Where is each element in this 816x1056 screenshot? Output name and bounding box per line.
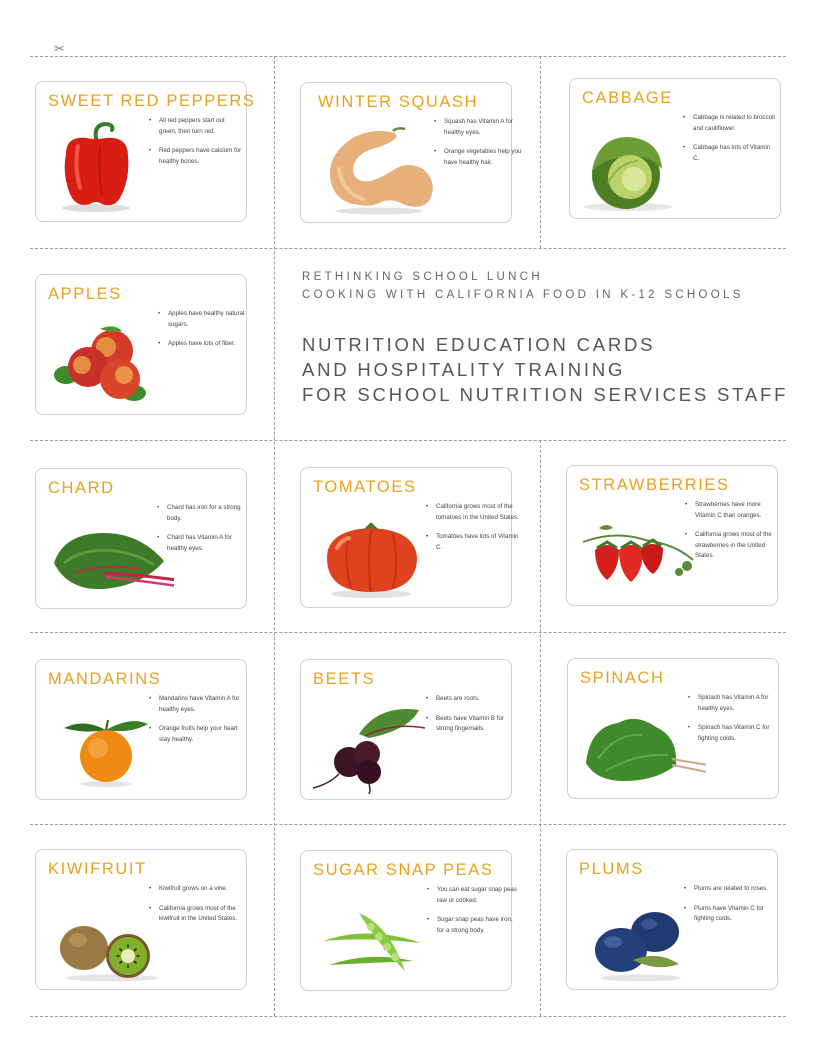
- card-title: STRAWBERRIES: [579, 476, 730, 494]
- fact-item: • Spinach has Vitamin C for fighting colds.: [694, 723, 782, 744]
- fact-item: • Apples have healthy natural sugars.: [164, 309, 252, 330]
- card-title: SPINACH: [580, 669, 665, 687]
- plums-image: [575, 884, 705, 984]
- card-title: KIWIFRUIT: [48, 860, 147, 878]
- cut-line: [30, 248, 786, 249]
- fact-item: • Beets have Vitamin B for strong fingernails.: [432, 714, 520, 735]
- beets-image: [309, 694, 439, 794]
- card-spinach: [567, 658, 779, 799]
- card-sweet-red-peppers: [35, 81, 256, 222]
- fact-item: • California grows most of the kiwifruit in the United States.: [155, 904, 243, 925]
- card-tomatoes: [300, 467, 519, 608]
- card-kiwifruit: [35, 849, 247, 990]
- card-title: SUGAR SNAP PEAS: [313, 861, 494, 879]
- card-title: APPLES: [48, 285, 122, 303]
- chard-image: [44, 503, 174, 603]
- card-strawberries: [566, 465, 778, 606]
- card-mandarins: [35, 659, 247, 800]
- heading-line-2: COOKING WITH CALIFORNIA FOOD IN K-12 SCHOOLS: [302, 289, 744, 301]
- fact-list: [432, 694, 520, 744]
- fact-item: • Apples have lots of fiber.: [164, 339, 252, 350]
- tomato-image: [309, 502, 439, 602]
- card-sugar-snap-peas: [300, 850, 517, 991]
- fact-item: • All red peppers start out green, then turn red.: [155, 116, 243, 137]
- fact-item: • Kiwifruit grows on a vine.: [155, 884, 243, 895]
- fact-item: • Red peppers have calcium for healthy bones.: [155, 146, 243, 167]
- fact-item: • You can eat sugar snap peas raw or cooked.: [433, 885, 521, 906]
- fact-list: [440, 117, 528, 177]
- card-plums: [566, 849, 778, 990]
- fact-item: • Mandarins have Vitamin A for healthy eyes.: [155, 694, 243, 715]
- card-winter-squash: [300, 82, 522, 223]
- fact-item: • Orange vegetables help you have healthy hair.: [440, 147, 528, 168]
- fact-list: [163, 503, 251, 563]
- card-title: WINTER SQUASH: [318, 93, 479, 111]
- card-beets: [300, 659, 512, 800]
- main-title-line-3: FOR SCHOOL NUTRITION SERVICES STAFF: [302, 384, 789, 405]
- card-title: MANDARINS: [48, 670, 162, 688]
- fact-item: • Squash has Vitamin A for healthy eyes.: [440, 117, 528, 138]
- fact-item: • Orange fruits help your heart stay healthy.: [155, 724, 243, 745]
- card-title: BEETS: [313, 670, 376, 688]
- main-title-line-2: AND HOSPITALITY TRAINING: [302, 359, 626, 380]
- snap-peas-image: [309, 885, 439, 985]
- fact-item: • Chard has iron for a strong body.: [163, 503, 251, 524]
- cut-line: [30, 824, 786, 825]
- fact-list: [689, 113, 777, 173]
- cut-line: [30, 1016, 786, 1017]
- fact-item: • Cabbage is related to broccoli and cauliflower.: [689, 113, 777, 134]
- card-title: CHARD: [48, 479, 115, 497]
- heading-line-1: RETHINKING SCHOOL LUNCH: [302, 271, 543, 283]
- card-chard: [35, 468, 247, 609]
- cut-line: [540, 56, 541, 248]
- card-cabbage: [569, 78, 781, 219]
- fact-item: • Tomatoes have lots of Vitamin C.: [432, 532, 520, 553]
- fact-list: [155, 116, 243, 176]
- fact-list: [432, 502, 520, 562]
- fact-item: • California grows most of the strawberries in the United States.: [691, 530, 779, 562]
- card-title: PLUMS: [579, 860, 644, 878]
- squash-image: [309, 117, 439, 217]
- card-title: SWEET RED PEPPERS: [48, 92, 256, 110]
- fact-item: • Sugar snap peas have iron, for a strong body.: [433, 915, 521, 936]
- fact-item: • Chard has Vitamin A for healthy eyes.: [163, 533, 251, 554]
- fact-item: • Strawberries have more Vitamin C than oranges.: [691, 500, 779, 521]
- fact-list: [155, 884, 243, 934]
- page-heading: [302, 268, 792, 407]
- cut-line: [30, 632, 786, 633]
- fact-item: • Beets are roots.: [432, 694, 520, 705]
- fact-list: [691, 500, 779, 571]
- fact-item: • Spinach has Vitamin A for healthy eyes.: [694, 693, 782, 714]
- fact-list: [155, 694, 243, 754]
- cut-line: [540, 440, 541, 1016]
- fact-list: [694, 693, 782, 753]
- card-title: CABBAGE: [582, 89, 673, 107]
- fact-item: • Plums are related to roses.: [690, 884, 778, 895]
- spinach-image: [576, 693, 706, 793]
- fact-list: [690, 884, 778, 934]
- cut-line: [30, 440, 786, 441]
- fact-item: • Plums have Vitamin C for fighting colds.: [690, 904, 778, 925]
- apples-image: [44, 309, 174, 409]
- card-apples: [35, 274, 247, 415]
- cut-line: [274, 56, 275, 1016]
- fact-list: [164, 309, 252, 359]
- cut-line: [30, 56, 786, 57]
- fact-item: • California grows most of the tomatoes in the United States.: [432, 502, 520, 523]
- card-title: TOMATOES: [313, 478, 417, 496]
- fact-list: [433, 885, 521, 945]
- strawberries-image: [575, 500, 705, 600]
- fact-item: • Cabbage has lots of Vitamin C.: [689, 143, 777, 164]
- scissors-icon: ✂: [54, 41, 65, 56]
- main-title-line-1: NUTRITION EDUCATION CARDS: [302, 334, 656, 355]
